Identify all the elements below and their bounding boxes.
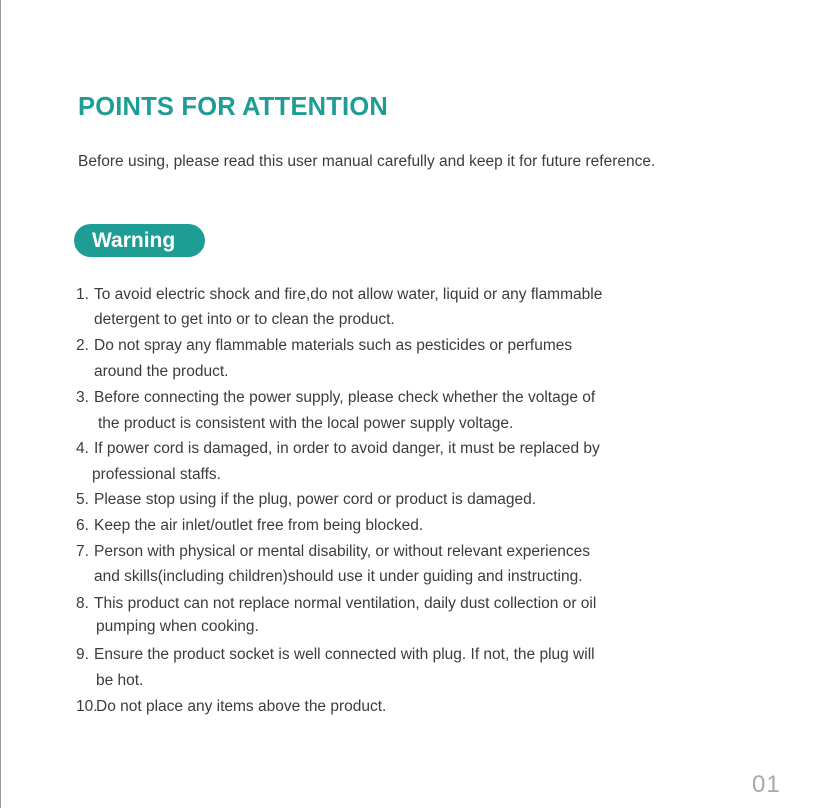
list-item-text: If power cord is damaged, in order to avoid danger, it must be replaced by — [94, 440, 600, 457]
warning-badge — [74, 224, 205, 257]
list-item-number: 8. — [76, 595, 89, 612]
list-item-number: 7. — [76, 543, 89, 560]
list-item-text-continued: pumping when cooking. — [96, 618, 259, 635]
list-item-number: 10. — [76, 698, 98, 715]
page-number: 01 — [752, 771, 781, 798]
list-item-number: 4. — [76, 440, 89, 457]
list-item-number: 1. — [76, 286, 89, 303]
list-item-number: 3. — [76, 389, 89, 406]
list-item-number: 6. — [76, 517, 89, 534]
list-item-text-continued: and skills(including children)should use it under guiding and instructing. — [94, 568, 583, 585]
list-item-text: Person with physical or mental disability, or without relevant experiences — [94, 543, 590, 560]
list-item-text-continued: around the product. — [94, 363, 229, 380]
list-item-number: 9. — [76, 646, 89, 663]
list-item-text-continued: detergent to get into or to clean the product. — [94, 311, 395, 328]
list-item-text-continued: professional staffs. — [92, 466, 221, 483]
warning-label: Warning — [92, 229, 176, 252]
list-item-text-continued: be hot. — [96, 672, 144, 689]
list-item-number: 2. — [76, 337, 89, 354]
list-item-text: Keep the air inlet/outlet free from being blocked. — [94, 517, 424, 534]
page-title: POINTS FOR ATTENTION — [78, 93, 388, 121]
list-item-text: Before connecting the power supply, please check whether the voltage of — [94, 389, 596, 406]
list-item-text: Do not place any items above the product. — [96, 698, 387, 715]
list-item-text-continued: the product is consistent with the local power supply voltage. — [98, 415, 514, 432]
list-item-text: This product can not replace normal ventilation, daily dust collection or oil — [94, 595, 597, 612]
list-item-text: To avoid electric shock and fire,do not allow water, liquid or any flammable — [94, 286, 603, 303]
list-item-number: 5. — [76, 491, 89, 508]
page-edge-divider — [0, 0, 1, 808]
list-item-text: Do not spray any flammable materials such as pesticides or perfumes — [94, 337, 573, 354]
intro-paragraph: Before using, please read this user manual carefully and keep it for future reference. — [78, 153, 656, 170]
list-item-text: Please stop using if the plug, power cord or product is damaged. — [94, 491, 537, 508]
list-item-text: Ensure the product socket is well connected with plug. If not, the plug will — [94, 646, 595, 663]
